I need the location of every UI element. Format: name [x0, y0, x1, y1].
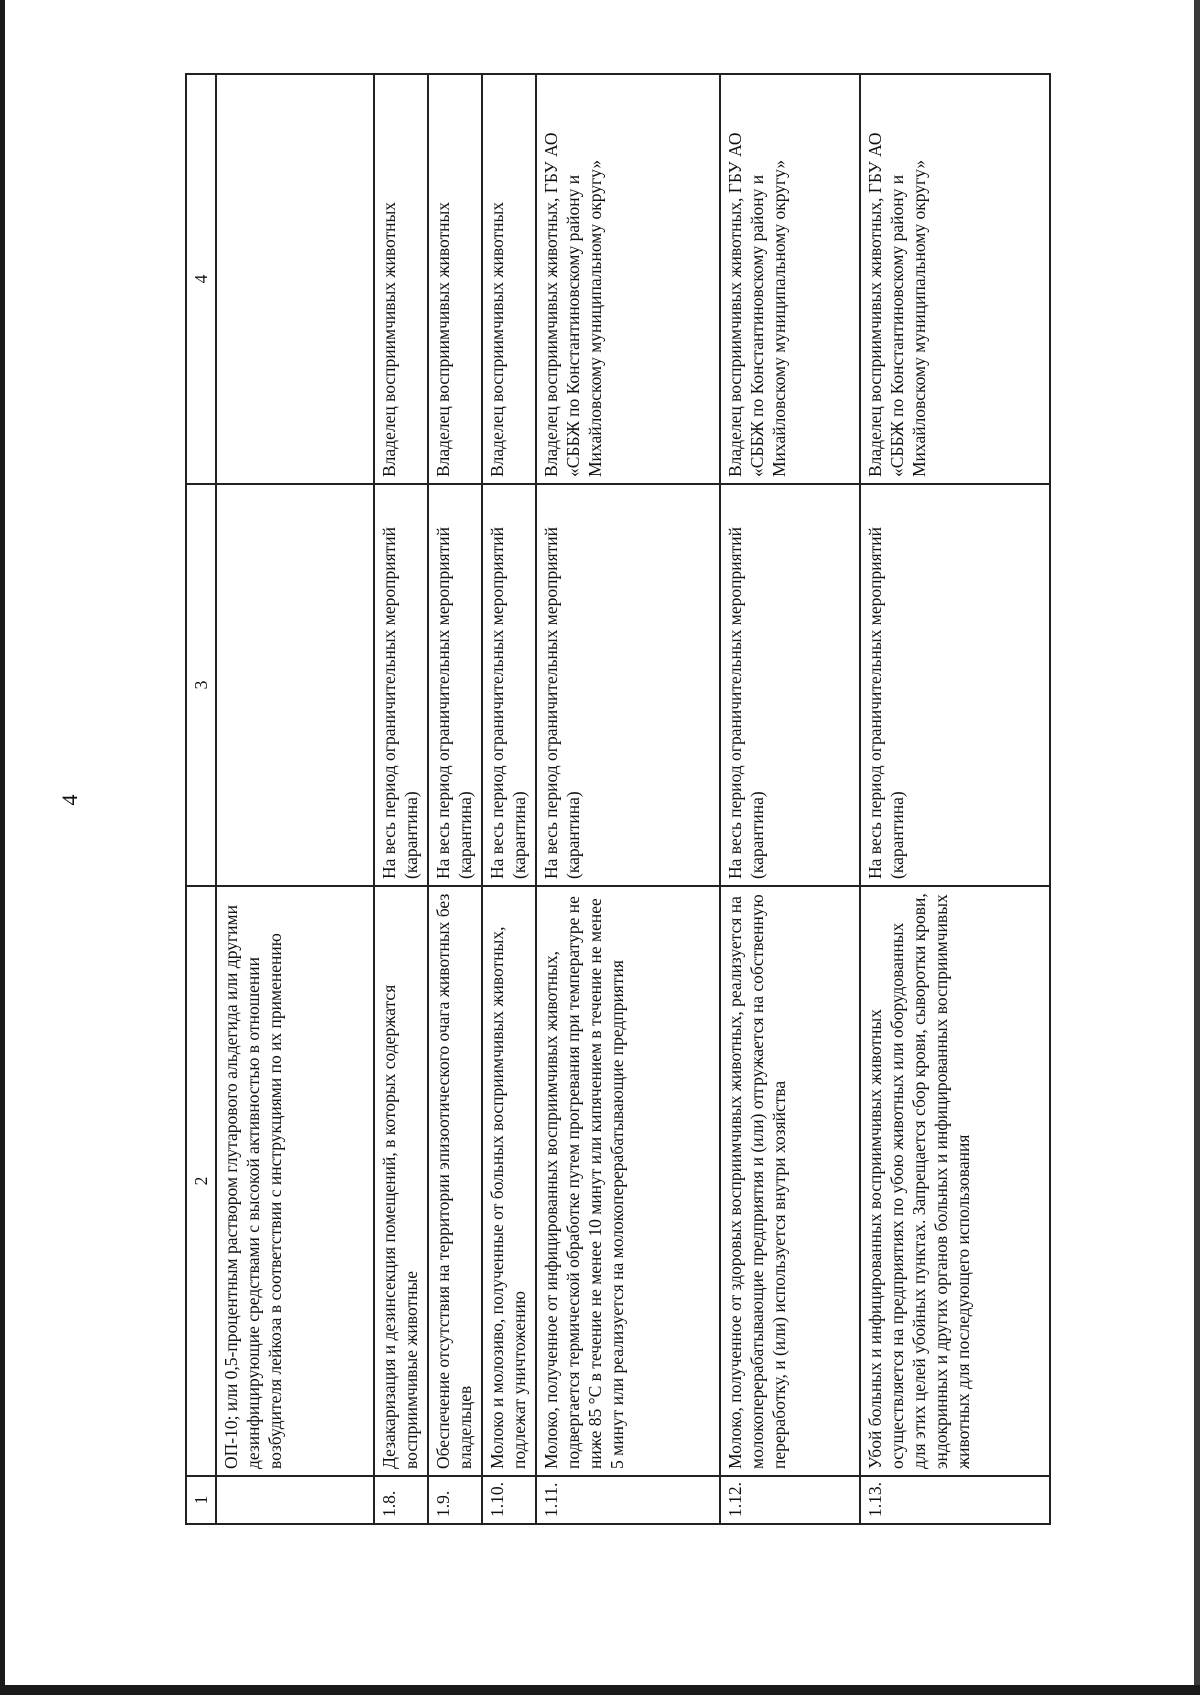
- table-row: [428, 74, 482, 1524]
- row-term: На весь период ограничительных мероприятий (карантина): [720, 484, 860, 886]
- row-measure: Молоко, полученное от здоровых восприимчивых животных, реализуется на молокоперерабатывающие предприятия и (или) отгружается на собственную переработку, и (или) используется внутри хозяйства: [720, 886, 860, 1476]
- row-responsible: Владелец восприимчивых животных, ГБУ АО «СББЖ по Константиновскому району и Михайловскому муниципальному округу»: [536, 74, 720, 484]
- row-responsible: Владелец восприимчивых животных, ГБУ АО «СББЖ по Константиновскому району и Михайловскому муниципальному округу»: [720, 74, 860, 484]
- table-header-row: [186, 74, 216, 1524]
- table-row: [374, 74, 428, 1524]
- row-number: 1.9.: [428, 1476, 482, 1524]
- row-measure: Дезакаризация и дезинсекция помещений, в которых содержатся восприимчивые животные: [374, 886, 428, 1476]
- row-measure: Убой больных и инфицированных восприимчивых животных осуществляется на предприятиях по убою животных или оборудованных для этих целей убойных пунктах. Запрещается сбор крови, сыворотки крови, эндокринных и других органов больных и инфицированных восприимчивых животных для последующего использования: [860, 886, 1050, 1476]
- row-term: На весь период ограничительных мероприятий (карантина): [860, 484, 1050, 886]
- row-term: На весь период ограничительных мероприятий (карантина): [428, 484, 482, 886]
- row-measure: Молоко и молозиво, полученные от больных восприимчивых животных, подлежат уничтожению: [482, 886, 536, 1476]
- row-measure: Молоко, полученное от инфицированных восприимчивых животных, подвергается термической обработке путем прогревания при температуре не ниже 85 °С в течение не менее 10 минут или кипячением в течение не менее 5 минут или реализуется на молокоперерабатывающие предприятия: [536, 886, 720, 1476]
- row-responsible: Владелец восприимчивых животных, ГБУ АО «СББЖ по Константиновскому району и Михайловскому муниципальному округу»: [860, 74, 1050, 484]
- row-responsible: Владелец восприимчивых животных: [374, 74, 428, 484]
- row-number: 1.12.: [720, 1476, 860, 1524]
- scan-edge-left: [0, 0, 5, 1695]
- scan-edge-bottom: [0, 1685, 1200, 1695]
- header-col-1: 1: [186, 1476, 216, 1524]
- row-responsible: Владелец восприимчивых животных: [482, 74, 536, 484]
- table-row: [860, 74, 1050, 1524]
- row-responsible: Владелец восприимчивых животных: [428, 74, 482, 484]
- table-row: [536, 74, 720, 1524]
- header-col-2: 2: [186, 886, 216, 1476]
- row-measure: Обеспечение отсутствия на территории эпизоотического очага животных без владельцев: [428, 886, 482, 1476]
- table-row: [216, 74, 374, 1524]
- row-number: 1.8.: [374, 1476, 428, 1524]
- header-col-4: 4: [186, 74, 216, 484]
- row-number: [216, 1476, 374, 1524]
- row-number: 1.11.: [536, 1476, 720, 1524]
- page-number: 4: [57, 794, 82, 806]
- row-measure: ОП-10; или 0,5-процентным раствором глутарового альдегида или другими дезинфицирующие средствами с высокой активностью в отношении возбудителя лейкоза в соответствии с инструкциями по их применению: [216, 886, 374, 1476]
- measures-table: [185, 73, 1051, 1525]
- header-col-3: 3: [186, 484, 216, 886]
- row-term: На весь период ограничительных мероприятий (карантина): [482, 484, 536, 886]
- table-row: [720, 74, 860, 1524]
- row-number: 1.13.: [860, 1476, 1050, 1524]
- rotated-table-container: [185, 75, 1185, 1525]
- row-responsible: [216, 74, 374, 484]
- table-row: [482, 74, 536, 1524]
- row-term: На весь период ограничительных мероприятий (карантина): [536, 484, 720, 886]
- row-term: На весь период ограничительных мероприятий (карантина): [374, 484, 428, 886]
- row-term: [216, 484, 374, 886]
- scan-edge-right: [1194, 0, 1200, 1695]
- row-number: 1.10.: [482, 1476, 536, 1524]
